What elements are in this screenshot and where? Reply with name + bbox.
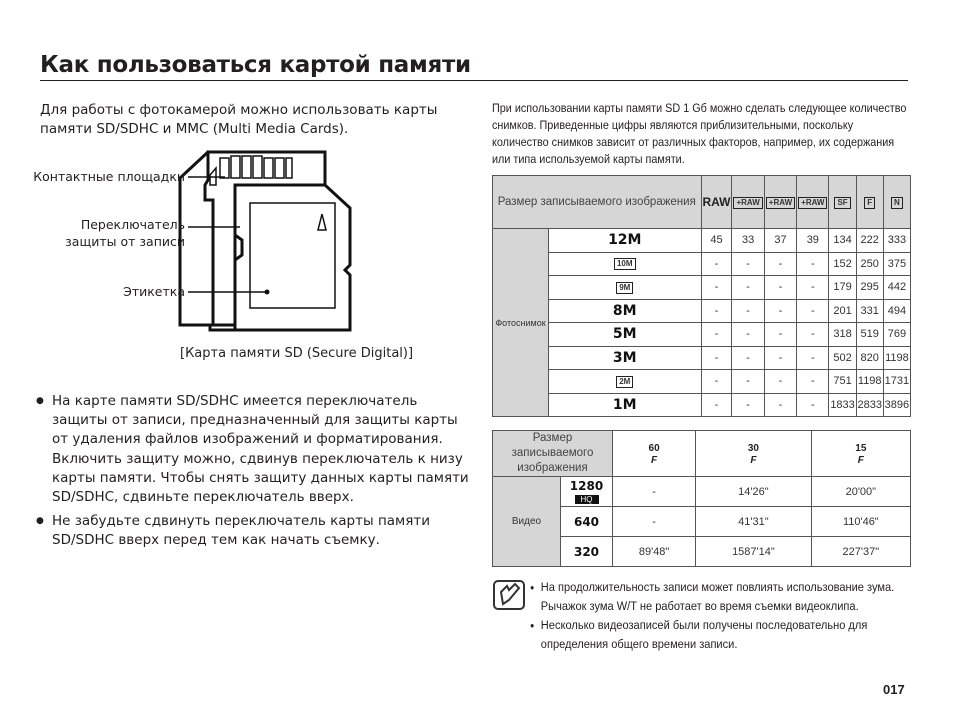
table-row — [493, 393, 911, 417]
table-cell: - — [732, 370, 764, 394]
table-cell: 134 — [829, 229, 856, 253]
table-cell: 20'00" — [811, 477, 910, 507]
size-cell — [561, 477, 613, 507]
table-row — [493, 276, 911, 300]
table-row — [493, 229, 911, 253]
note-icon — [493, 580, 525, 610]
table-cell: - — [797, 299, 829, 323]
label-write-protect: Переключатель защиты от записи — [65, 217, 185, 249]
table-cell: - — [797, 393, 829, 417]
bullet-item: ● На карте памяти SD/SDHC имеется переключатель защиты от записи, предназначенный для защиты карты от удаления файлов изображений и форматирования. Включить защиту можно, сдвинув переключатель к низу карты памяти. Чтобы снять защиту данных карты памяти SD/SDHC, сдвиньте переключатель вверх. — [36, 392, 476, 507]
table-cell: 179 — [829, 276, 856, 300]
column-header — [764, 176, 796, 229]
size-cell — [561, 537, 613, 567]
table-cell: 494 — [883, 299, 910, 323]
capacity-description: При использовании карты памяти SD 1 Gб можно сделать следующее количество снимков. Приведенные цифры являются приблизительными, поскольку количество снимков зависит от различных факторов, например, их содержания или типа используемой карты памяти. — [492, 101, 907, 166]
header-image-size: Размер записываемого изображения — [493, 431, 613, 477]
size-cell — [549, 393, 702, 417]
fps-symbol-icon: F — [857, 454, 864, 466]
table-cell: - — [797, 346, 829, 370]
superfine-raw-icon: +RAW — [733, 197, 762, 209]
header-image-size: Размер записываемого изображения — [493, 176, 702, 229]
table-row — [493, 477, 911, 507]
table-cell: 1198 — [883, 346, 910, 370]
table-cell: - — [764, 276, 796, 300]
sd-card-diagram — [33, 140, 380, 340]
size-5m-icon: 5M — [612, 326, 637, 343]
note-item: ● Несколько видеозаписей были получены последовательно для определения общего времени записи. — [530, 616, 908, 654]
table-cell: - — [732, 323, 764, 347]
fps-30-icon: 30 — [747, 442, 759, 454]
size-cell — [549, 370, 702, 394]
size-8m-icon: 8M — [612, 302, 637, 319]
table-cell: - — [701, 299, 732, 323]
size-12m-icon: 12M — [608, 232, 642, 249]
page-number: 017 — [883, 682, 905, 697]
photo-capacity-table — [492, 175, 911, 417]
table-cell: 769 — [883, 323, 910, 347]
table-cell: - — [613, 477, 696, 507]
table-cell: - — [701, 252, 732, 276]
table-cell: 2833 — [856, 393, 883, 417]
bullet-list — [36, 392, 476, 556]
note-item: ● На продолжительность записи может повлиять использование зума. Рычажок зума W/T не работает во время съемки видеоклипа. — [530, 578, 908, 616]
column-header — [696, 431, 812, 477]
table-cell: 820 — [856, 346, 883, 370]
diagram-caption: [Карта памяти SD (Secure Digital)] — [180, 346, 414, 361]
column-header — [856, 176, 883, 229]
table-cell: - — [701, 393, 732, 417]
superfine-icon: SF — [834, 197, 850, 209]
table-cell: 45 — [701, 229, 732, 253]
notes-list — [530, 578, 908, 654]
size-cell — [549, 323, 702, 347]
table-cell: 375 — [883, 252, 910, 276]
table-cell: 331 — [856, 299, 883, 323]
table-row — [493, 299, 911, 323]
size-1280-icon: 1280 — [569, 478, 604, 493]
table-cell: - — [732, 393, 764, 417]
normal-icon: N — [891, 197, 903, 209]
size-cell — [549, 346, 702, 370]
column-header — [797, 176, 829, 229]
table-row — [493, 252, 911, 276]
table-cell: 502 — [829, 346, 856, 370]
table-cell: 37 — [764, 229, 796, 253]
fps-symbol-icon: F — [750, 454, 757, 466]
table-cell: 1833 — [829, 393, 856, 417]
table-cell: 227'37" — [811, 537, 910, 567]
table-cell: - — [797, 276, 829, 300]
table-cell: 333 — [883, 229, 910, 253]
size-320-icon: 320 — [573, 544, 600, 559]
size-cell — [549, 276, 702, 300]
title-divider — [40, 80, 908, 81]
fps-symbol-icon: F — [651, 454, 658, 466]
video-capacity-table — [492, 430, 911, 567]
table-cell: - — [764, 393, 796, 417]
intro-text: Для работы с фотокамерой можно использовать карты памяти SD/SDHC и MMC (Multi Media Cards). — [40, 102, 438, 137]
table-row — [493, 346, 911, 370]
table-cell: - — [797, 323, 829, 347]
table-cell: 3896 — [883, 393, 910, 417]
size-1m-icon: 1M — [612, 396, 637, 413]
table-cell: - — [701, 276, 732, 300]
table-cell: - — [764, 252, 796, 276]
table-cell: - — [732, 346, 764, 370]
table-cell: - — [732, 276, 764, 300]
table-cell: - — [797, 252, 829, 276]
table-cell: - — [797, 370, 829, 394]
size-640-icon: 640 — [573, 514, 600, 529]
label-contacts: Контактные площадки — [33, 169, 185, 184]
table-cell: - — [701, 370, 732, 394]
table-cell: 1731 — [883, 370, 910, 394]
table-cell: 41'31" — [696, 507, 812, 537]
column-header — [829, 176, 856, 229]
size-cell — [549, 252, 702, 276]
row-group-label: Фотоснимок — [493, 229, 549, 417]
table-cell: 1587'14" — [696, 537, 812, 567]
table-cell: - — [764, 346, 796, 370]
fps-60-icon: 60 — [648, 442, 660, 454]
label-label: Этикетка — [123, 284, 185, 299]
table-cell: - — [613, 507, 696, 537]
table-cell: 201 — [829, 299, 856, 323]
table-cell: 222 — [856, 229, 883, 253]
fine-icon: F — [864, 197, 875, 209]
normal-raw-icon: +RAW — [798, 197, 827, 209]
table-cell: - — [732, 299, 764, 323]
table-cell: 1198 — [856, 370, 883, 394]
table-row — [493, 323, 911, 347]
table-cell: - — [732, 252, 764, 276]
table-cell: 33 — [732, 229, 764, 253]
table-cell: - — [764, 299, 796, 323]
table-cell: 152 — [829, 252, 856, 276]
table-cell: 14'26" — [696, 477, 812, 507]
size-2m-icon: 2M — [616, 376, 633, 388]
table-cell: 442 — [883, 276, 910, 300]
size-cell — [561, 507, 613, 537]
size-10m-icon: 10M — [614, 258, 636, 270]
column-header — [701, 176, 732, 229]
table-cell: 250 — [856, 252, 883, 276]
table-cell: - — [701, 346, 732, 370]
column-header — [732, 176, 764, 229]
page-title: Как пользоваться картой памяти — [40, 52, 471, 78]
table-cell: 295 — [856, 276, 883, 300]
size-cell — [549, 299, 702, 323]
fine-raw-icon: +RAW — [766, 197, 795, 209]
table-cell: 519 — [856, 323, 883, 347]
size-cell — [549, 229, 702, 253]
size-3m-icon: 3M — [612, 349, 637, 366]
table-cell: - — [764, 370, 796, 394]
column-header — [613, 431, 696, 477]
table-cell: 751 — [829, 370, 856, 394]
table-cell: 89'48" — [613, 537, 696, 567]
table-cell: 318 — [829, 323, 856, 347]
table-cell: - — [701, 323, 732, 347]
column-header — [811, 431, 910, 477]
fps-15-icon: 15 — [855, 442, 867, 454]
column-header — [883, 176, 910, 229]
bullet-item: ● Не забудьте сдвинуть переключатель карты памяти SD/SDHC вверх перед тем как начать съемку. — [36, 512, 476, 550]
table-row — [493, 370, 911, 394]
table-cell: 110'46" — [811, 507, 910, 537]
raw-icon: RAW — [702, 195, 731, 209]
row-group-label: Видео — [493, 477, 561, 567]
table-cell: - — [764, 323, 796, 347]
size-9m-icon: 9M — [616, 282, 633, 294]
pencil-note-icon — [495, 582, 523, 608]
table-cell: 39 — [797, 229, 829, 253]
hq-badge-icon: HQ — [575, 495, 599, 504]
